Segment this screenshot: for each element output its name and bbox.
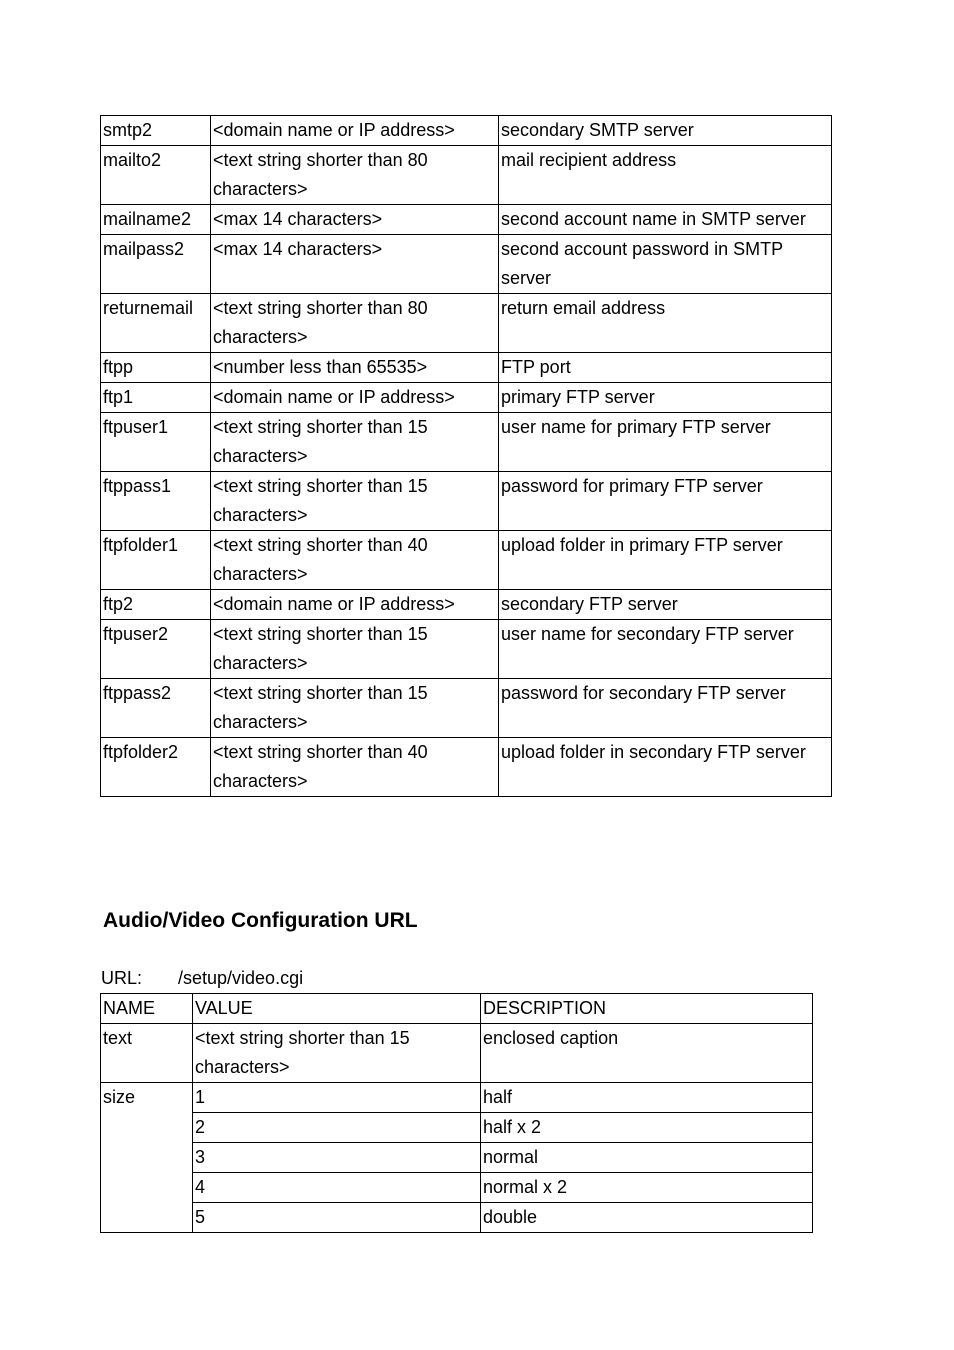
param-value: <text string shorter than 40 characters> xyxy=(211,738,499,797)
param-value: <max 14 characters> xyxy=(211,235,499,294)
param-description: half x 2 xyxy=(481,1113,813,1143)
param-description: password for secondary FTP server xyxy=(499,679,832,738)
param-name: text xyxy=(101,1024,193,1083)
param-value: <domain name or IP address> xyxy=(211,383,499,413)
table-row xyxy=(101,294,832,353)
param-description: user name for primary FTP server xyxy=(499,413,832,472)
param-description: second account password in SMTP server xyxy=(499,235,832,294)
param-description: upload folder in primary FTP server xyxy=(499,531,832,590)
table-row xyxy=(101,1024,813,1083)
table-row xyxy=(101,590,832,620)
param-value: <text string shorter than 15 characters> xyxy=(211,472,499,531)
table-row xyxy=(101,679,832,738)
url-label: URL: xyxy=(101,968,143,988)
table-row xyxy=(101,413,832,472)
column-header-name: NAME xyxy=(101,994,193,1024)
param-value: <text string shorter than 15 characters> xyxy=(211,413,499,472)
param-value: <text string shorter than 80 characters> xyxy=(211,146,499,205)
param-value: <domain name or IP address> xyxy=(211,590,499,620)
parameter-table-mail-ftp xyxy=(100,115,832,797)
param-description: normal x 2 xyxy=(481,1173,813,1203)
table-row xyxy=(101,738,832,797)
table-row xyxy=(101,383,832,413)
url-line xyxy=(101,964,303,993)
param-value: 4 xyxy=(193,1173,481,1203)
param-description: secondary SMTP server xyxy=(499,116,832,146)
parameter-table-video xyxy=(100,993,813,1233)
param-description: half xyxy=(481,1083,813,1113)
param-description: primary FTP server xyxy=(499,383,832,413)
table-row xyxy=(101,116,832,146)
param-description: mail recipient address xyxy=(499,146,832,205)
param-description: password for primary FTP server xyxy=(499,472,832,531)
param-name: mailname2 xyxy=(101,205,211,235)
table-row xyxy=(101,146,832,205)
url-value: /setup/video.cgi xyxy=(178,968,304,988)
param-name: ftpp xyxy=(101,353,211,383)
param-description: double xyxy=(481,1203,813,1233)
param-value: 1 xyxy=(193,1083,481,1113)
param-value: 2 xyxy=(193,1113,481,1143)
param-value: <text string shorter than 15 characters> xyxy=(211,679,499,738)
param-value: <text string shorter than 80 characters> xyxy=(211,294,499,353)
table-header-row xyxy=(101,994,813,1024)
table-row xyxy=(101,531,832,590)
table-row xyxy=(101,353,832,383)
param-name: smtp2 xyxy=(101,116,211,146)
param-value: <text string shorter than 40 characters> xyxy=(211,531,499,590)
param-name: ftp2 xyxy=(101,590,211,620)
param-description: return email address xyxy=(499,294,832,353)
column-header-description: DESCRIPTION xyxy=(481,994,813,1024)
table-row xyxy=(101,1113,813,1143)
param-name: ftpuser2 xyxy=(101,620,211,679)
param-description: secondary FTP server xyxy=(499,590,832,620)
param-name: ftppass2 xyxy=(101,679,211,738)
section-title: Audio/Video Configuration URL xyxy=(103,909,418,932)
table-row xyxy=(101,1203,813,1233)
param-description: enclosed caption xyxy=(481,1024,813,1083)
table-row xyxy=(101,472,832,531)
param-value: <max 14 characters> xyxy=(211,205,499,235)
param-value: <number less than 65535> xyxy=(211,353,499,383)
table-row xyxy=(101,235,832,294)
param-name: ftpfolder1 xyxy=(101,531,211,590)
param-name: mailto2 xyxy=(101,146,211,205)
table-row xyxy=(101,620,832,679)
table-row xyxy=(101,1143,813,1173)
table-row xyxy=(101,1173,813,1203)
table-row xyxy=(101,205,832,235)
param-value: 3 xyxy=(193,1143,481,1173)
param-name: mailpass2 xyxy=(101,235,211,294)
param-description: normal xyxy=(481,1143,813,1173)
param-value: <domain name or IP address> xyxy=(211,116,499,146)
param-name: returnemail xyxy=(101,294,211,353)
param-name: ftpuser1 xyxy=(101,413,211,472)
param-name: ftp1 xyxy=(101,383,211,413)
param-description: user name for secondary FTP server xyxy=(499,620,832,679)
param-name: ftppass1 xyxy=(101,472,211,531)
table-row xyxy=(101,1083,813,1113)
param-value: 5 xyxy=(193,1203,481,1233)
param-name-size: size xyxy=(101,1083,193,1233)
param-description: second account name in SMTP server xyxy=(499,205,832,235)
column-header-value: VALUE xyxy=(193,994,481,1024)
param-value: <text string shorter than 15 characters> xyxy=(193,1024,481,1083)
param-value: <text string shorter than 15 characters> xyxy=(211,620,499,679)
param-description: FTP port xyxy=(499,353,832,383)
param-name: ftpfolder2 xyxy=(101,738,211,797)
param-description: upload folder in secondary FTP server xyxy=(499,738,832,797)
